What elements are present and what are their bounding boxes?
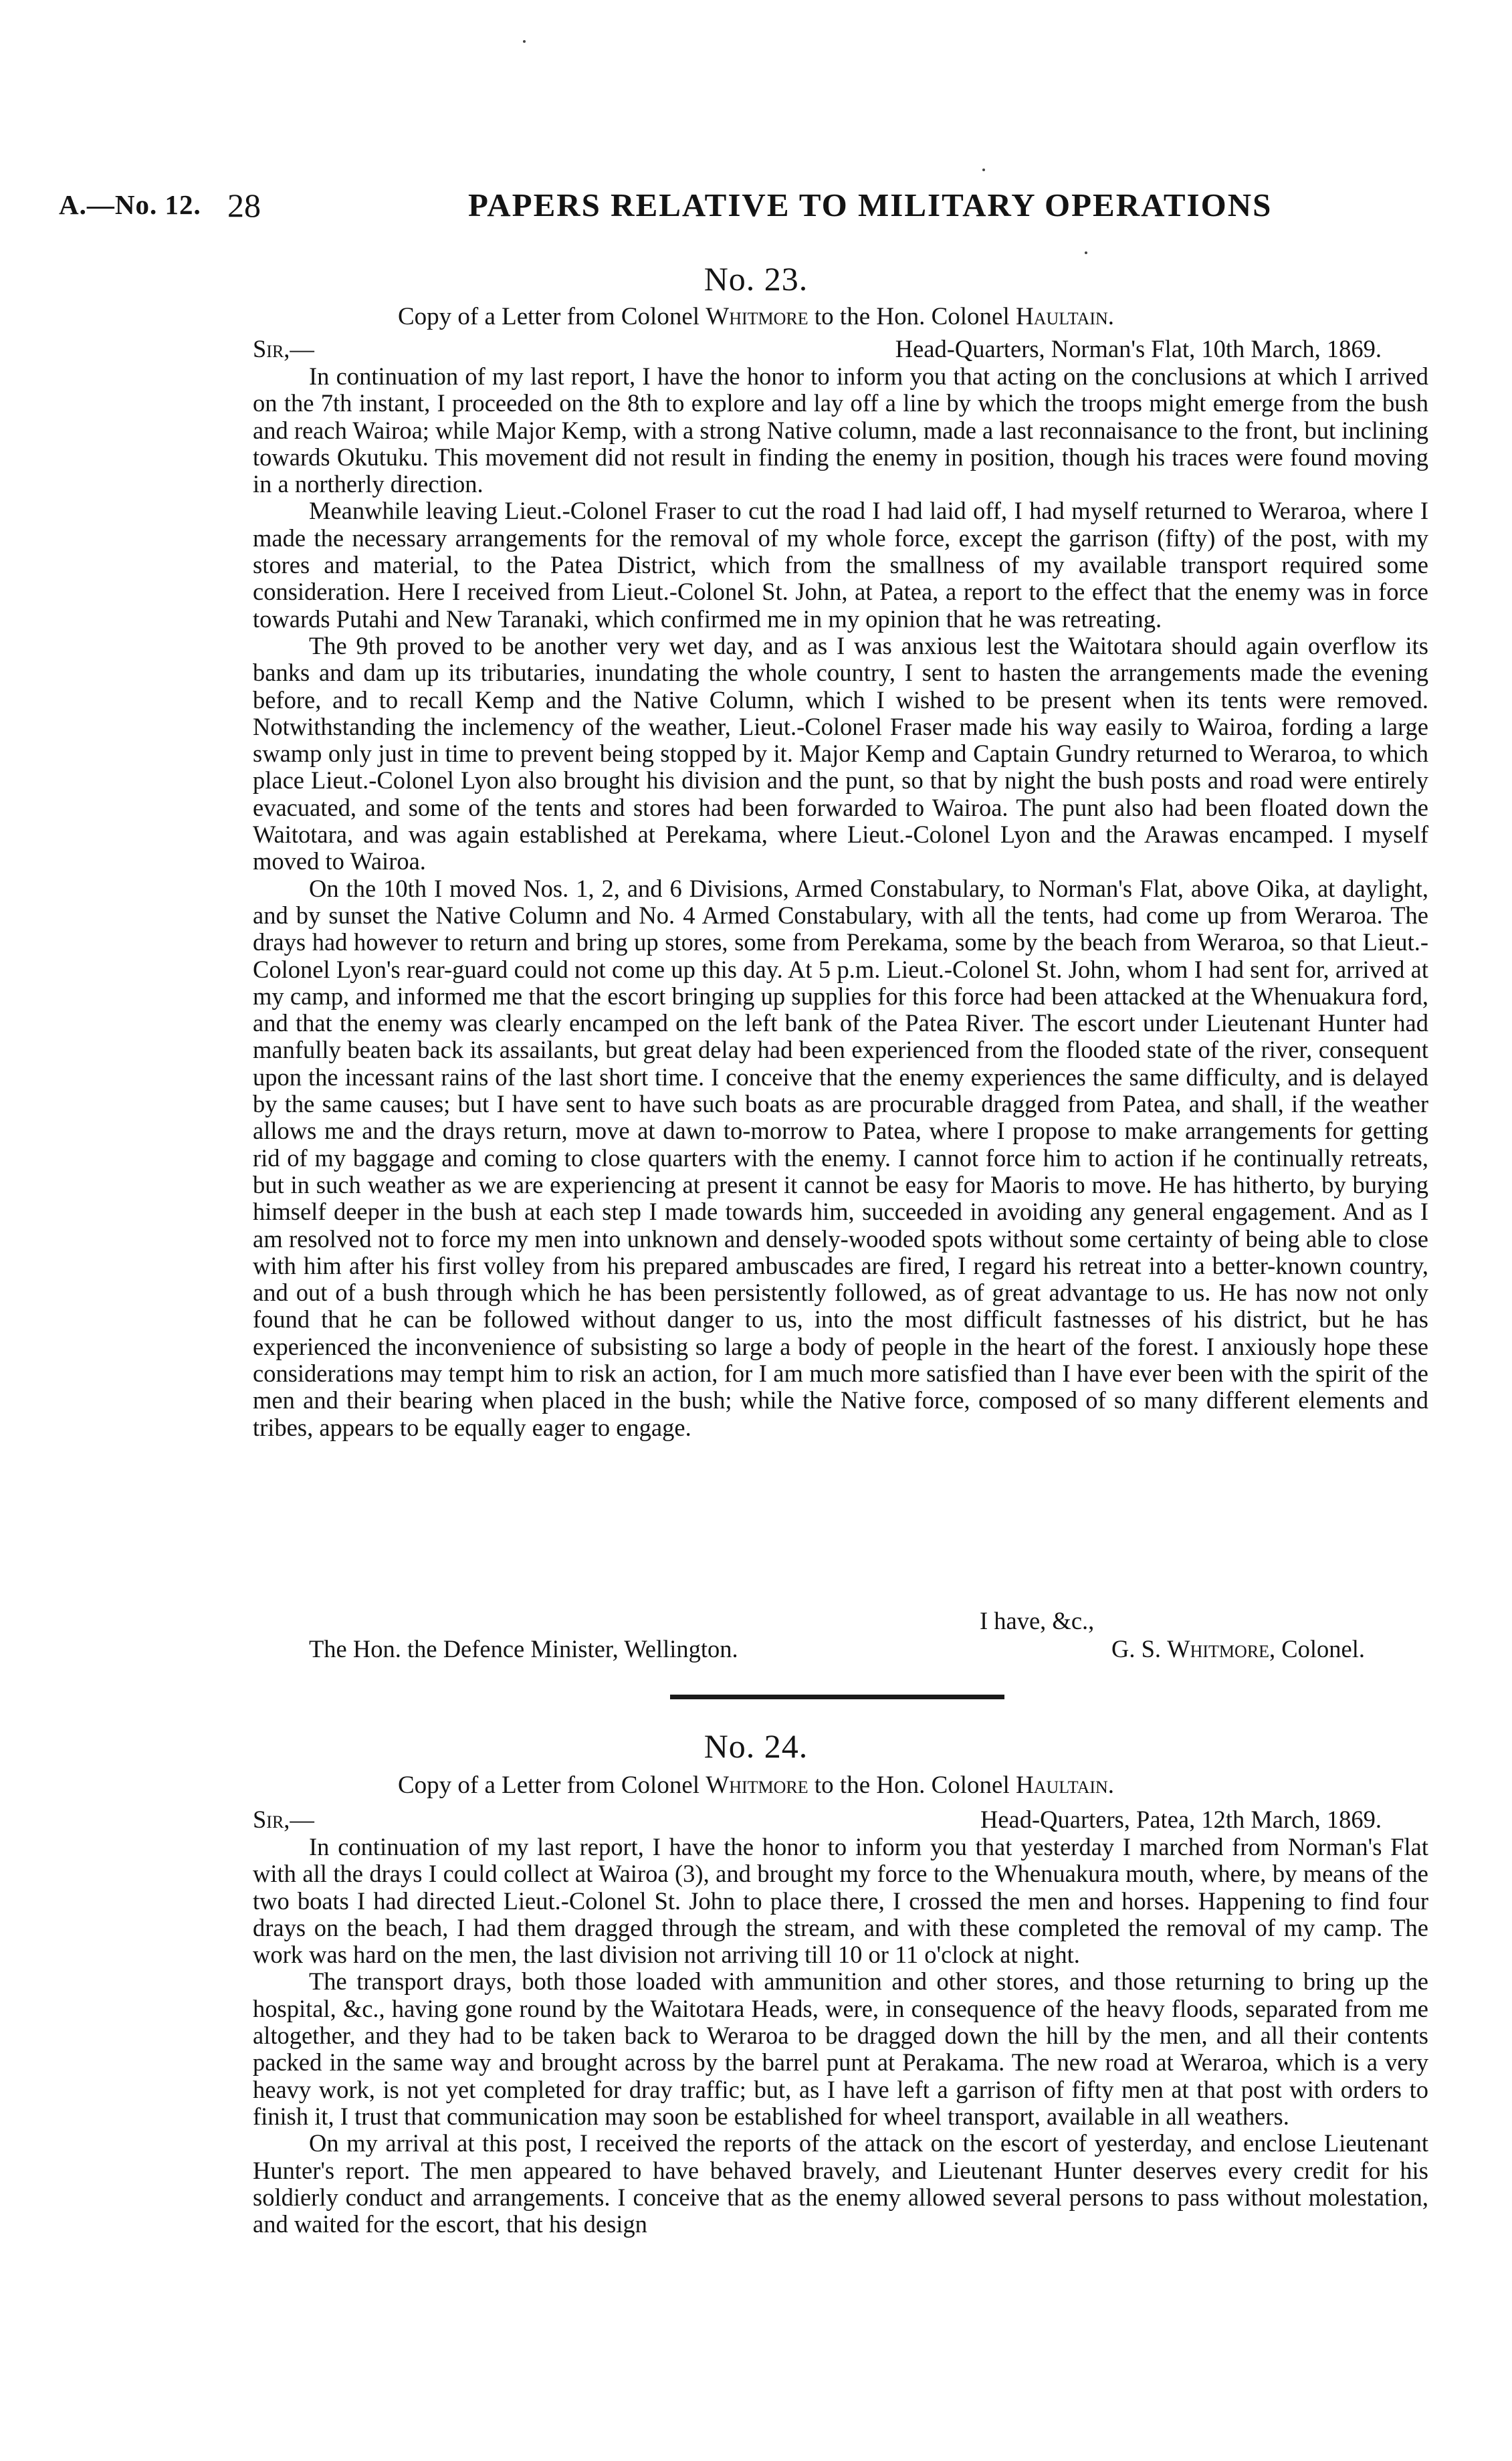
salutation-row: [253, 1805, 1428, 1834]
scan-speck: [1085, 251, 1087, 254]
letter-number: No. 24.: [704, 1727, 808, 1765]
signature-name: Whitmore: [1167, 1635, 1270, 1663]
body-paragraph: On my arrival at this post, I received the reports of the attack on the escort of yesterday, and enclose Lieutenant Hunter's report. The men appeared to have behaved bravely, and Lieutenant Hunter deserves every credit for his soldierly conduct and arrangements. I conceive that as the enemy allowed several persons to pass without molestation, and waited for the escort, that his design: [253, 2129, 1428, 2238]
letter-heading-text: .: [1107, 303, 1115, 330]
dateline: Head-Quarters, Patea, 12th March, 1869.: [980, 1806, 1382, 1833]
letter-body: [253, 1834, 1428, 2238]
letter-body: [253, 363, 1428, 1441]
letter-heading: [0, 1771, 1512, 1800]
body-paragraph: The 9th proved to be another very wet day, and as I was anxious lest the Waitotara should again overflow its banks and dam up its tributaries, inundating the whole country, I sent to hasten the arrangements made the evening before, and to recall Kemp and the Native Column, which I wished to be present when its tents were removed. Notwithstanding the inclemency of the weather, Lieut.-Colonel Fraser made his way easily to Wairoa, fording a large swamp only just in time to prevent being stopped by it. Major Kemp and Captain Gundry returned to Weraroa, to which place Lieut.-Colonel Lyon also brought his division and the punt, so that by night the bush posts and road were entirely evacuated, and some of the tents and stores had been forwarded to Wairoa. The punt also had been floated down the Waitotara, and was again established at Perekama, where Lieut.-Colonel Lyon and the Arawas encamped. I myself moved to Wairoa.: [253, 631, 1428, 875]
letter-from-name: Whitmore: [706, 1772, 808, 1799]
salutation: Sir,—: [253, 335, 314, 362]
letter-heading: [0, 302, 1512, 331]
letter-signoff: [253, 1606, 1428, 1663]
running-head: PAPERS RELATIVE TO MILITARY OPERATIONS: [468, 187, 1273, 223]
dateline: Head-Quarters, Norman's Flat, 10th March, 1869.: [895, 335, 1382, 362]
body-paragraph: In continuation of my last report, I have the honor to inform you that yesterday I marched from Norman's Flat with all the drays I could collect at Wairoa (3), and brought my force to the Whenuakura mouth, where, by means of the two boats I had directed Lieut.-Colonel St. John to place there, I crossed the men and horses. Happening to find four drays on the beach, I had them dragged through the stream, and with these completed the removal of my camp. The work was hard on the men, the last division not arriving till 10 or 11 o'clock at night.: [253, 1833, 1428, 1969]
scan-speck: [523, 40, 526, 43]
salutation-row: [253, 334, 1428, 364]
letter-heading-text: Copy of a Letter from Colonel: [397, 303, 706, 330]
body-paragraph: In continuation of my last report, I have the honor to inform you that acting on the conclusions at which I arrived on the 7th instant, I proceeded on the 8th to explore and lay off a line by which the troops might emerge from the bush and reach Wairoa; while Major Kemp, with a strong Native column, made a last reconnaisance to the front, but inclining towards Okutuku. This movement did not result in finding the enemy in position, though his traces were found moving in a northerly direction.: [253, 362, 1428, 498]
closing-phrase: I have, &c.,: [980, 1607, 1095, 1634]
page-number: 28: [227, 187, 261, 224]
scan-speck: [982, 169, 985, 171]
section-divider: [670, 1695, 1004, 1699]
letter-heading-text: to the Hon. Colonel: [808, 303, 1016, 330]
letter-heading-text: Copy of a Letter from Colonel: [397, 1772, 706, 1799]
letter-to-name: Haultain: [1016, 303, 1108, 330]
letter-number: No. 23.: [704, 260, 808, 298]
signature-initials: G. S.: [1111, 1635, 1168, 1663]
letter-heading-text: to the Hon. Colonel: [808, 1772, 1016, 1799]
body-paragraph: The transport drays, both those loaded with ammunition and other stores, and those returning to bring up the hospital, &c., having gone round by the Waitotara Heads, were, in consequence of the heavy floods, separated from me altogether, and they had to be taken back to Weraroa to be dragged down the hill by the men, and all their contents packed in the same way and brought across by the barrel punt at Perakama. The new road at Weraroa, which is a very heavy work, is not yet completed for dray traffic; but, as I have left a garrison of fifty men at that post with orders to finish it, I trust that communication may soon be established for wheel transport, available in all weathers.: [253, 1967, 1428, 2130]
addressee: The Hon. the Defence Minister, Wellington.: [309, 1635, 738, 1663]
letter-from-name: Whitmore: [706, 303, 808, 330]
letter-heading-text: .: [1107, 1772, 1115, 1799]
signature: [1111, 1634, 1365, 1663]
letter-to-name: Haultain: [1016, 1772, 1108, 1799]
body-paragraph: On the 10th I moved Nos. 1, 2, and 6 Divisions, Armed Constabulary, to Norman's Flat, above Oika, at daylight, and by sunset the Native Column and No. 4 Armed Constabulary, with all the tents, had come up from Weraroa. The drays had however to return and bring up stores, some from Perekama, some by the beach from Weraroa, so that Lieut.-Colonel Lyon's rear-guard could not come up this day. At 5 p.m. Lieut.-Colonel St. John, whom I had sent for, arrived at my camp, and informed me that the escort bringing up supplies for this force had been attacked at the Whenuakura ford, and that the enemy was clearly encamped on the left bank of the Patea River. The escort under Lieutenant Hunter had manfully beaten back its assailants, but great delay had been experienced from the flooded state of the river, consequent upon the incessant rains of the last short time. I conceive that the enemy experiences the same difficulty, and is delayed by the same causes; but I have sent to have such boats as are procurable dragged from Patea, and shall, if the weather allows me and the drays return, move at dawn to-morrow to Patea, where I propose to make arrangements for getting rid of my baggage and coming to close quarters with the enemy. I cannot force him to action if he continually retreats, but in such weather as we are experiencing at present it cannot be easy for Maoris to move. He has hitherto, by burying himself deeper in the bush at each step I made towards him, succeeded in avoiding any general engagement. And as I am resolved not to force my men into unknown and densely-wooded spots without some certainty of being able to close with him after his first volley from his prepared ambuscades are fired, I regard his retreat into a better-known country, and out of a bush through which he has been persistently followed, as of great advantage to us. He has now not only found that he can be followed without danger to us, into the most difficult fastnesses of his district, but he has experienced the inconvenience of subsisting so large a body of people in the heart of the forest. I anxiously hope these considerations may tempt him to risk an action, for I am much more satisfied than I have ever been with the spirit of the men and their bearing when placed in the bush; while the Native force, composed of so many different elements and tribes, appears to be equally eager to engage.: [253, 874, 1428, 1441]
signature-rank: , Colonel.: [1269, 1635, 1365, 1663]
salutation: Sir,—: [253, 1806, 314, 1833]
page-header: [59, 186, 1450, 233]
document-reference: A.—No. 12.: [59, 189, 201, 220]
body-paragraph: Meanwhile leaving Lieut.-Colonel Fraser to cut the road I had laid off, I had myself returned to Weraroa, where I made the necessary arrangements for the removal of my whole force, except the garrison (fifty) of the post, with my stores and material, to the Patea District, which from the smallness of my available transport required some consideration. Here I received from Lieut.-Colonel St. John, at Patea, a report to the effect that the enemy was in force towards Putahi and New Taranaki, which confirmed me in my opinion that he was retreating.: [253, 497, 1428, 633]
